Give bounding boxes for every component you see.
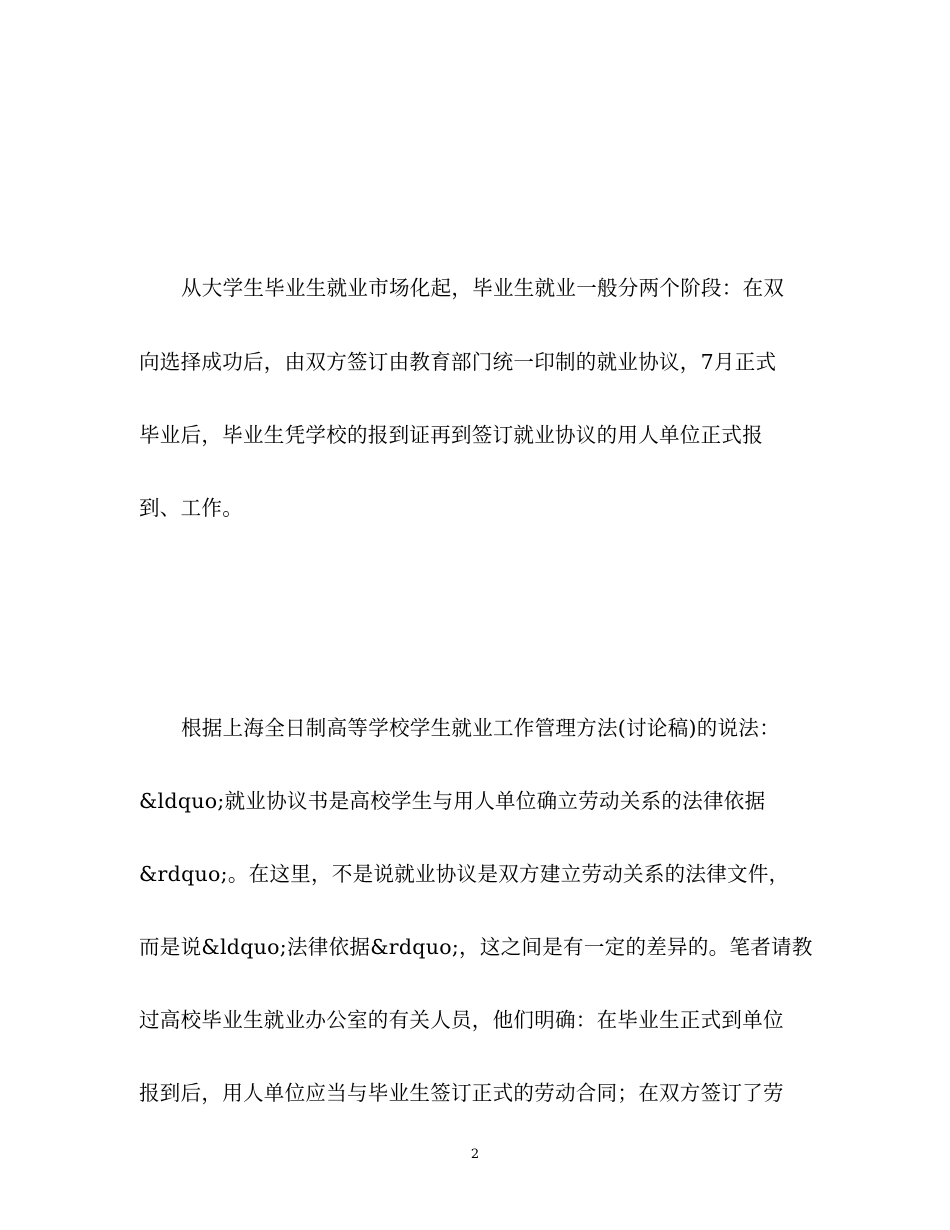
page-number: 2 [470,1147,480,1162]
paragraph-line: &rdquo;。在这里，不是说就业协议是双方建立劳动关系的法律文件， [139,862,790,886]
paragraph-line: 向选择成功后，由双方签订由教育部门统一印制的就业协议，7月正式 [139,350,777,374]
paragraph-line: 到、工作。 [139,496,243,520]
paragraph-line: 报到后，用人单位应当与毕业生签订正式的劳动合同；在双方签订了劳 [139,1081,784,1105]
paragraph-line: 毕业后，毕业生凭学校的报到证再到签订就业协议的用人单位正式报 [139,423,763,447]
paragraph-line: 从大学生毕业生就业市场化起，毕业生就业一般分两个阶段：在双 [181,276,785,300]
paragraph-line: 过高校毕业生就业办公室的有关人员，他们明确：在毕业生正式到单位 [139,1008,784,1032]
paragraph-line: 根据上海全日制高等学校学生就业工作管理方法(讨论稿)的说法： [181,716,780,740]
paragraph-line: &ldquo;就业协议书是高校学生与用人单位确立劳动关系的法律依据 [139,789,766,813]
paragraph-line: 而是说&ldquo;法律依据&rdquo;，这之间是有一定的差异的。笔者请教 [139,935,813,959]
